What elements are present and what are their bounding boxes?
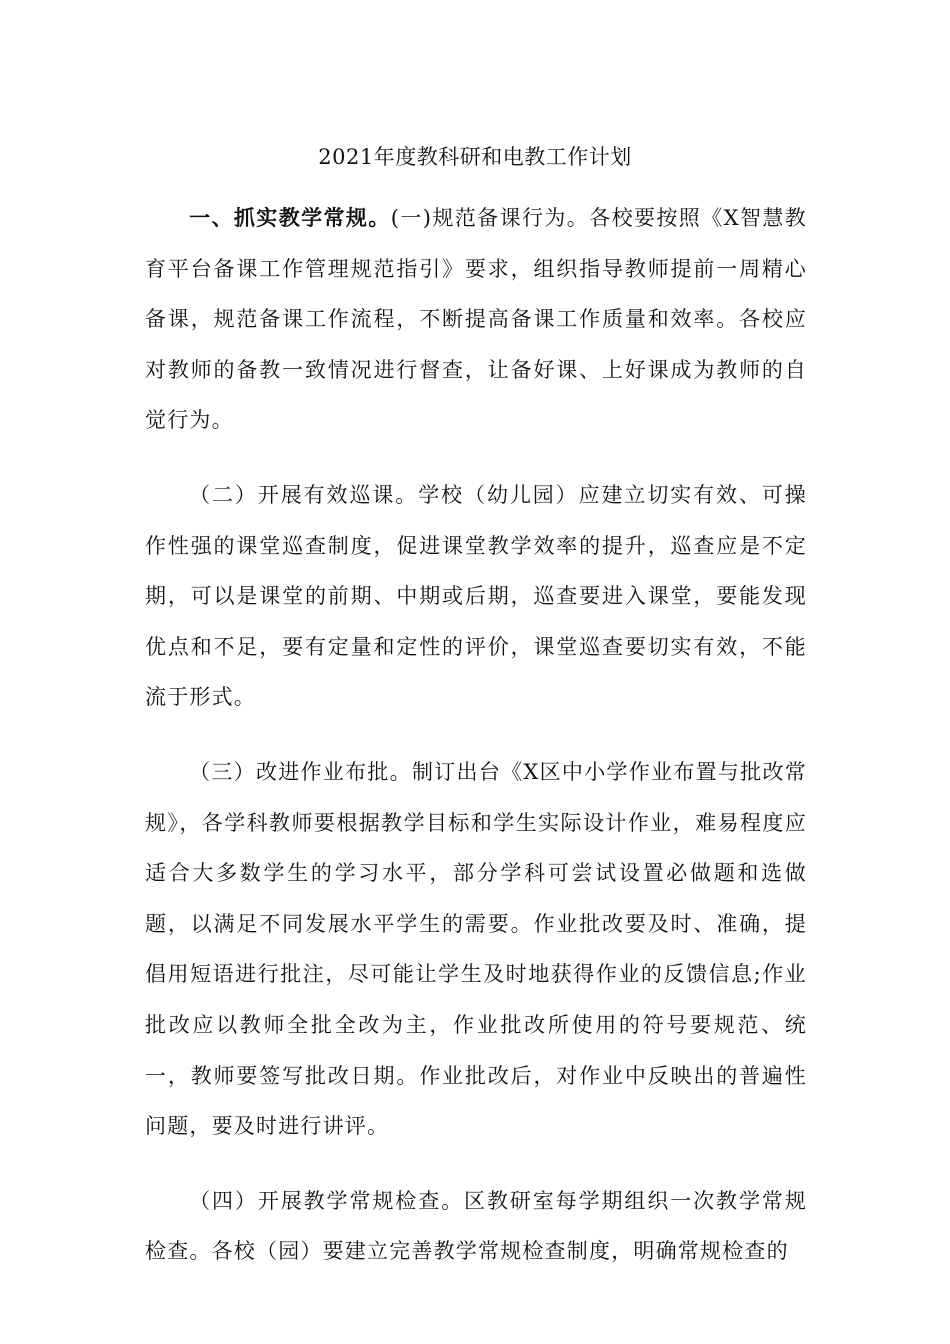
section-heading: 一、抓实教学常规。 xyxy=(189,205,391,230)
paragraph-3 xyxy=(145,747,807,1152)
paragraph-text: （二）开展有效巡课。学校（幼儿园）应建立切实有效、可操作性强的课堂巡查制度，促进课堂教学效率的提升，巡查应是不定期，可以是课堂的前期、中期或后期，巡查要进入课堂，要能发现优点和不足，要有定量和定性的评价，课堂巡查要切实有效，不能流于形式。 xyxy=(145,482,807,710)
paragraph-text: （三）改进作业布批。制订出台《X区中小学作业布置与批改常规》，各学科教师要根据教学目标和学生实际设计作业，难易程度应适合大多数学生的学习水平，部分学科可尝试设置必做题和选做题，以满足不同发展水平学生的需要。作业批改要及时、准确，提倡用短语进行批注，尽可能让学生及时地获得作业的反馈信息;作业批改应以教师全批全改为主，作业批改所使用的符号要规范、统一，教师要签写批改日期。作业批改后，对作业中反映出的普遍性问题，要及时进行讲评。 xyxy=(145,759,807,1139)
document-title: 2021年度教科研和电教工作计划 xyxy=(318,145,632,169)
paragraph-text: （四）开展教学常规检查。区教研室每学期组织一次教学常规检查。各校（园）要建立完善教学常规检查制度，明确常规检查的 xyxy=(145,1188,807,1264)
paragraph-1 xyxy=(145,193,807,446)
paragraph-text: (一)规范备课行为。各校要按照《X智慧教育平台备课工作管理规范指引》要求，组织指导教师提前一周精心备课，规范备课工作流程，不断提高备课工作质量和效率。各校应对教师的备教一致情况进行督查，让备好课、上好课成为教师的自觉行为。 xyxy=(145,206,807,433)
paragraph-2 xyxy=(145,470,807,723)
paragraph-4 xyxy=(145,1176,807,1277)
document-body xyxy=(145,193,807,1277)
